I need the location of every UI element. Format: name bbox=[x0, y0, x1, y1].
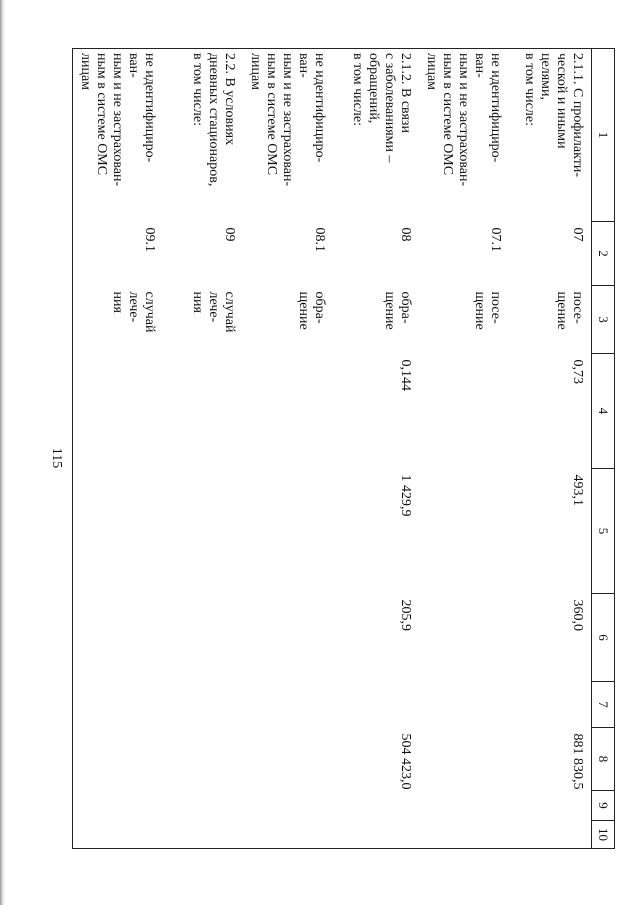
header-col-8: 8 bbox=[592, 728, 615, 791]
row-col-6: 205,9 bbox=[398, 599, 414, 631]
row-label: 2.2. В условиях дневных стационаров, в том числе: bbox=[190, 53, 238, 187]
table-row bbox=[164, 49, 244, 849]
header-col-9: 9 bbox=[592, 791, 615, 821]
page-number: 115 bbox=[49, 447, 64, 469]
rotated-table-container bbox=[78, 48, 615, 848]
table-row bbox=[244, 49, 334, 849]
row-code: 08 bbox=[398, 227, 414, 242]
row-col-5: 1 429,9 bbox=[398, 474, 414, 517]
row-unit: посе- щение bbox=[554, 291, 585, 330]
header-col-7: 7 bbox=[592, 682, 615, 728]
header-col-6: 6 bbox=[592, 594, 615, 682]
row-unit: обра- щение bbox=[296, 291, 328, 330]
header-col-5: 5 bbox=[592, 469, 615, 594]
row-code: 09.1 bbox=[142, 227, 158, 252]
row-unit: посе- щение bbox=[472, 291, 504, 330]
header-col-4: 4 bbox=[592, 354, 615, 469]
table-row bbox=[73, 49, 164, 849]
row-label: 2.1.2. В связи с заболеваниями – обращений, в том числе: bbox=[350, 53, 414, 163]
row-code: 09 bbox=[222, 227, 238, 242]
header-row bbox=[592, 49, 615, 849]
row-code: 07.1 bbox=[488, 227, 504, 252]
row-label: не идентифициро- ван- ным и не застрахован- ным в системе ОМС лицам bbox=[78, 53, 158, 187]
row-col-8: 881 830,5 bbox=[570, 733, 585, 790]
row-label: 2.1.1. С профилакти- ческой и иными целями, в том числе: bbox=[522, 53, 585, 177]
header-col-3: 3 bbox=[592, 286, 615, 354]
row-col-5: 493,1 bbox=[570, 474, 585, 506]
table-row bbox=[510, 49, 592, 849]
row-unit: случай лече- ния bbox=[110, 291, 158, 333]
row-unit: случай лече- ния bbox=[190, 291, 238, 333]
scan-edge bbox=[0, 0, 5, 905]
table-row bbox=[420, 49, 510, 849]
row-col-6: 360,0 bbox=[570, 599, 585, 631]
row-label: не идентифициро- ван- ным и не застрахован- ным в системе ОМС лицам bbox=[248, 53, 328, 187]
header-col-2: 2 bbox=[592, 222, 615, 286]
data-table bbox=[73, 48, 616, 849]
row-col-8: 504 423,0 bbox=[398, 733, 414, 790]
header-col-1: 1 bbox=[592, 49, 615, 222]
row-col-4: 0,73 bbox=[570, 359, 585, 384]
row-col-4: 0,144 bbox=[398, 359, 414, 391]
row-label: не идентифициро- ван- ным и не застрахован- ным в системе ОМС лицам bbox=[424, 53, 504, 187]
table-row bbox=[334, 49, 420, 849]
row-unit: обра- щение bbox=[382, 291, 414, 330]
row-code: 08.1 bbox=[312, 227, 328, 252]
row-code: 07 bbox=[570, 227, 585, 242]
header-col-10: 10 bbox=[592, 821, 615, 849]
